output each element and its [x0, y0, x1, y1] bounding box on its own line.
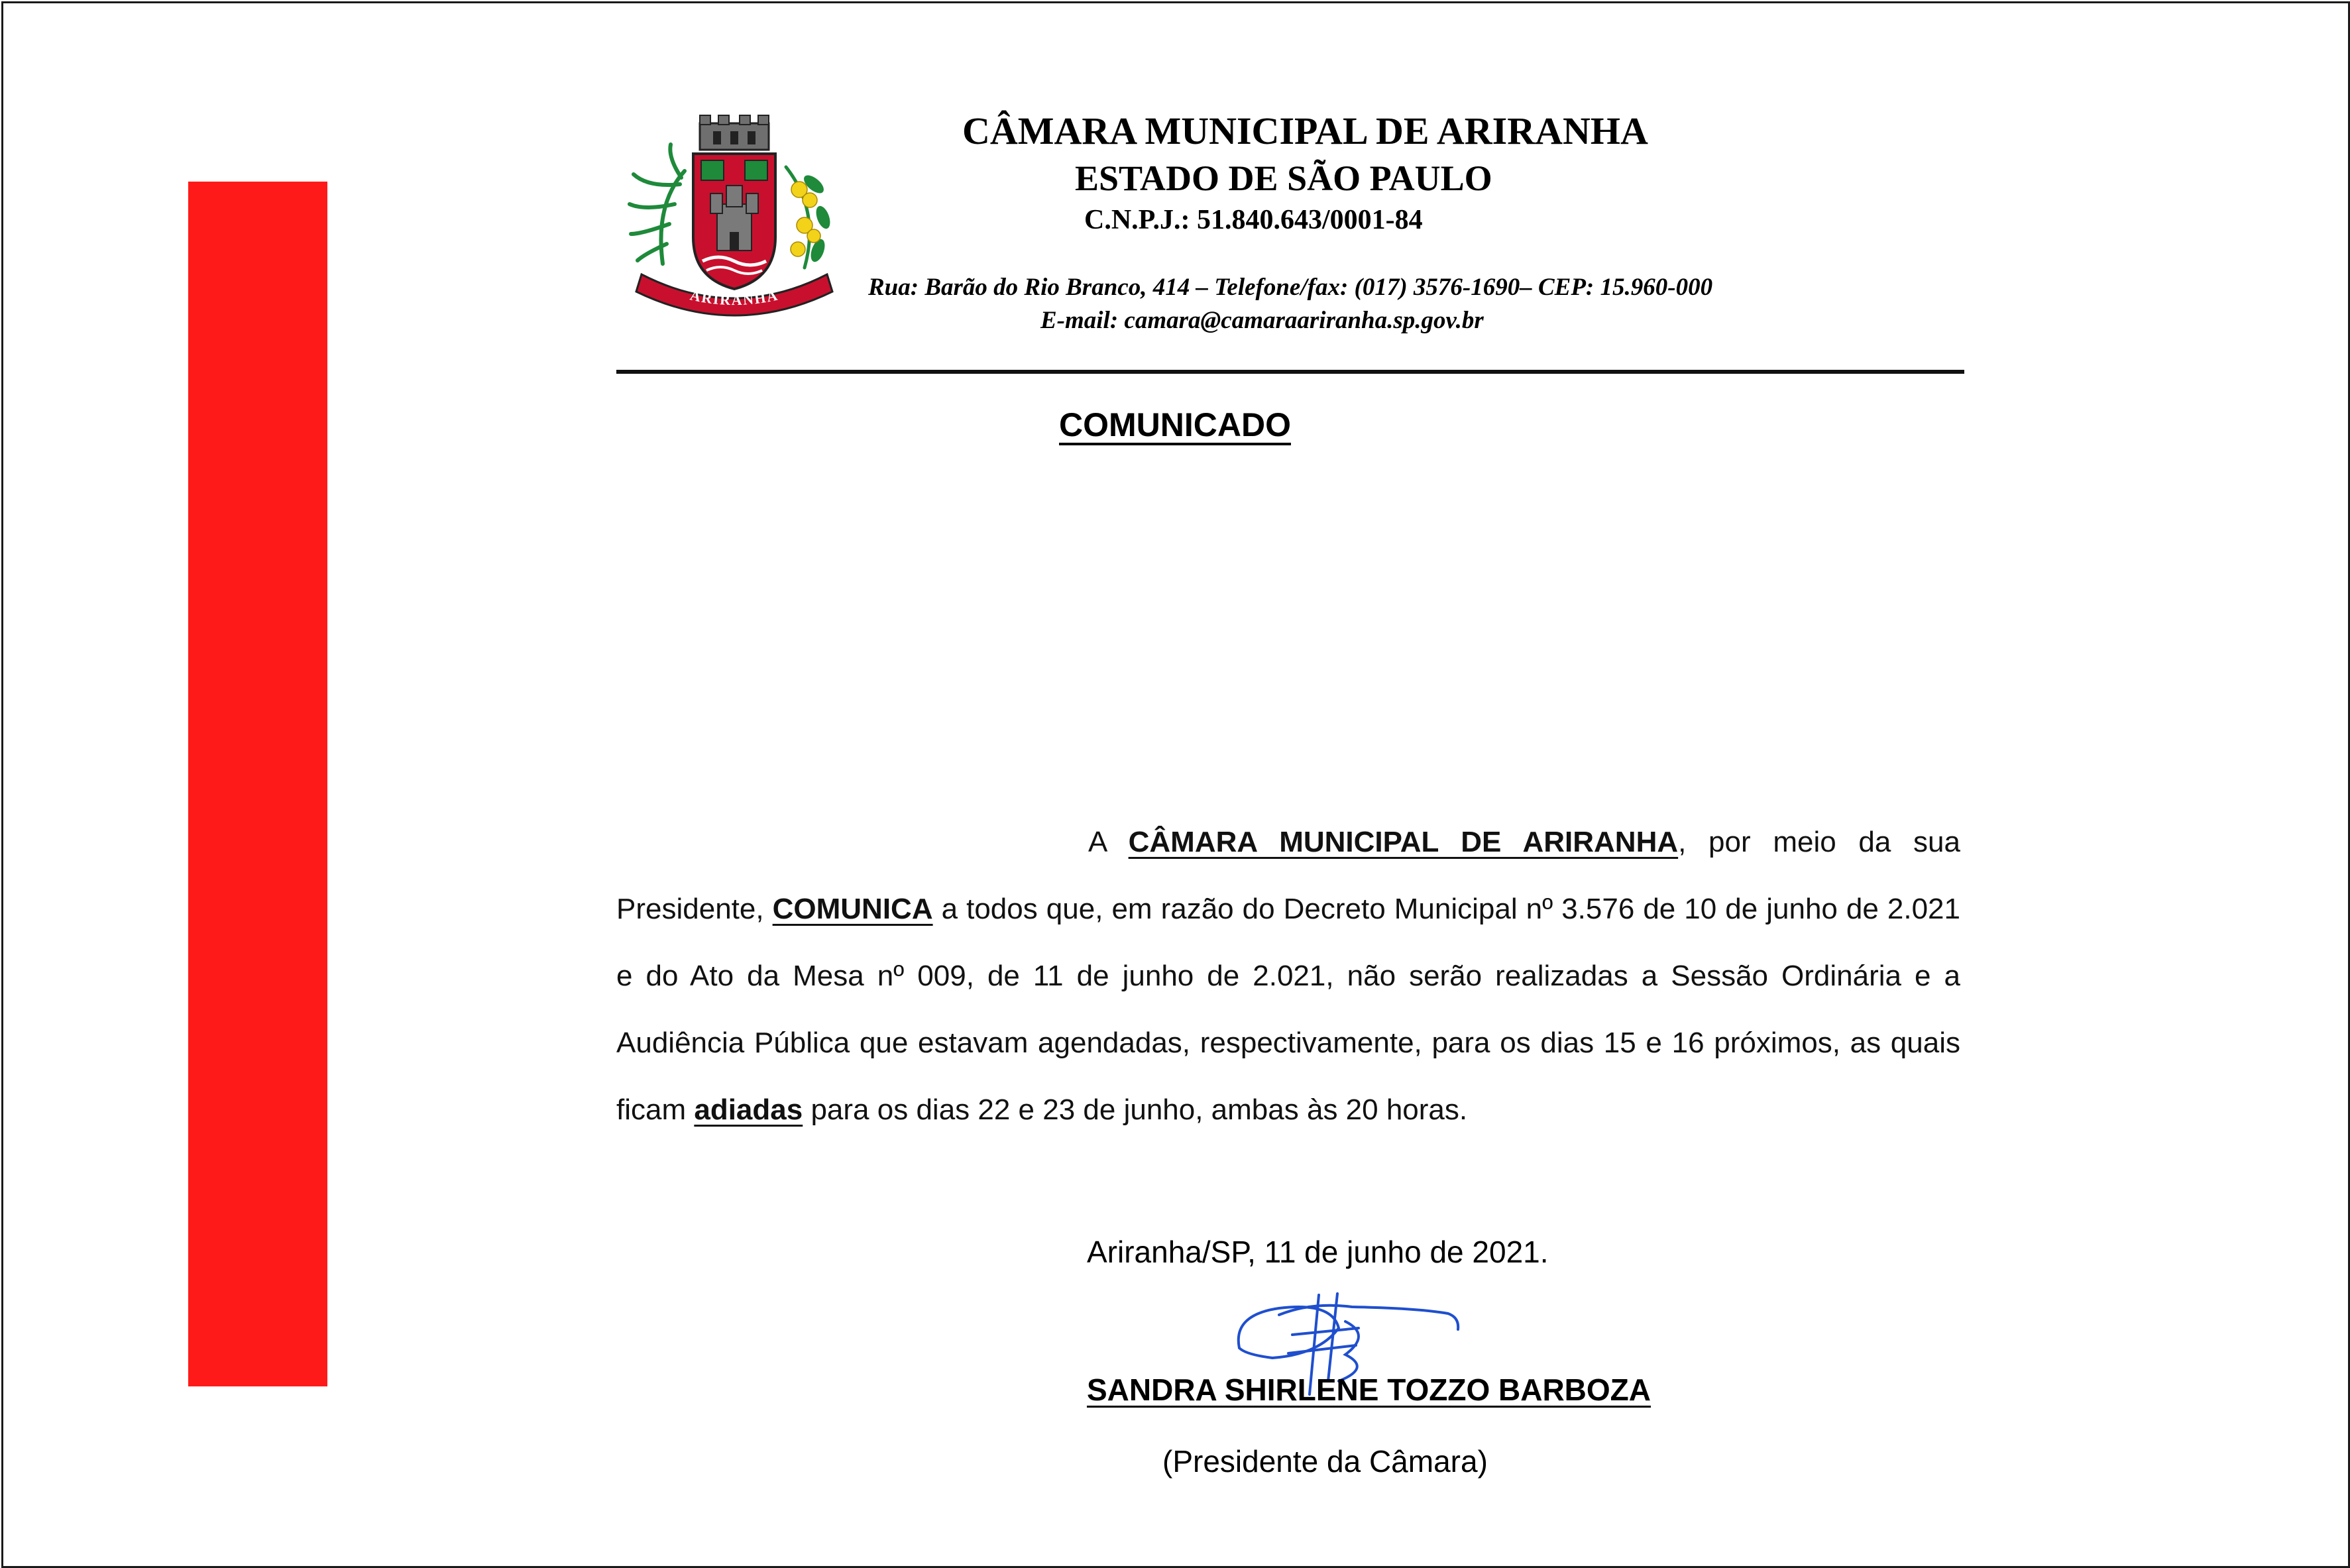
chamber-name: CÂMARA MUNICIPAL DE ARIRANHA [962, 109, 1648, 152]
address-line: Rua: Barão do Rio Branco, 414 – Telefone/fax: (017) 3576-1690– CEP: 15.960-000 [868, 274, 1713, 301]
adiadas-emphasis: adiadas [694, 1093, 803, 1126]
coat-of-arms-icon [622, 111, 847, 322]
signer-name: SANDRA SHIRLENE TOZZO BARBOZA [1087, 1372, 1651, 1407]
red-side-bar [188, 182, 327, 1386]
cnpj-number: C.N.P.J.: 51.840.643/0001-84 [1084, 205, 1423, 235]
state-name: ESTADO DE SÃO PAULO [1075, 158, 1492, 198]
notice-body [616, 809, 1960, 1143]
svg-text:ARIRANHA: ARIRANHA [689, 286, 780, 309]
comunica-emphasis: COMUNICA [772, 893, 933, 925]
notice-paragraph: A CÂMARA MUNICIPAL DE ARIRANHA, por meio da sua Presidente, COMUNICA a todos que, em razão do Decreto Municipal nº 3.576 de 10 de junho de 2.021 e do Ato da Mesa nº 009, de 11 de junho de 2.021, não serão realizadas a Sessão Ordinária e a Audiência Pública que estavam agendadas, respectivamente, para os dias 15 e 16 próximos, as quais ficam adiadas para os dias 22 e 23 de junho, ambas às 20 horas. [616, 826, 1960, 1126]
page-frame [1, 1, 2350, 1568]
header-divider [616, 370, 1964, 374]
document-title: COMUNICADO [1059, 406, 1291, 443]
place-and-date: Ariranha/SP, 11 de junho de 2021. [1087, 1235, 1549, 1269]
chamber-name-emphasis: CÂMARA MUNICIPAL DE ARIRANHA [1128, 826, 1679, 858]
signer-role: (Presidente da Câmara) [1162, 1444, 1488, 1479]
email-line: E-mail: camara@camaraariranha.sp.gov.br [1040, 307, 1484, 334]
